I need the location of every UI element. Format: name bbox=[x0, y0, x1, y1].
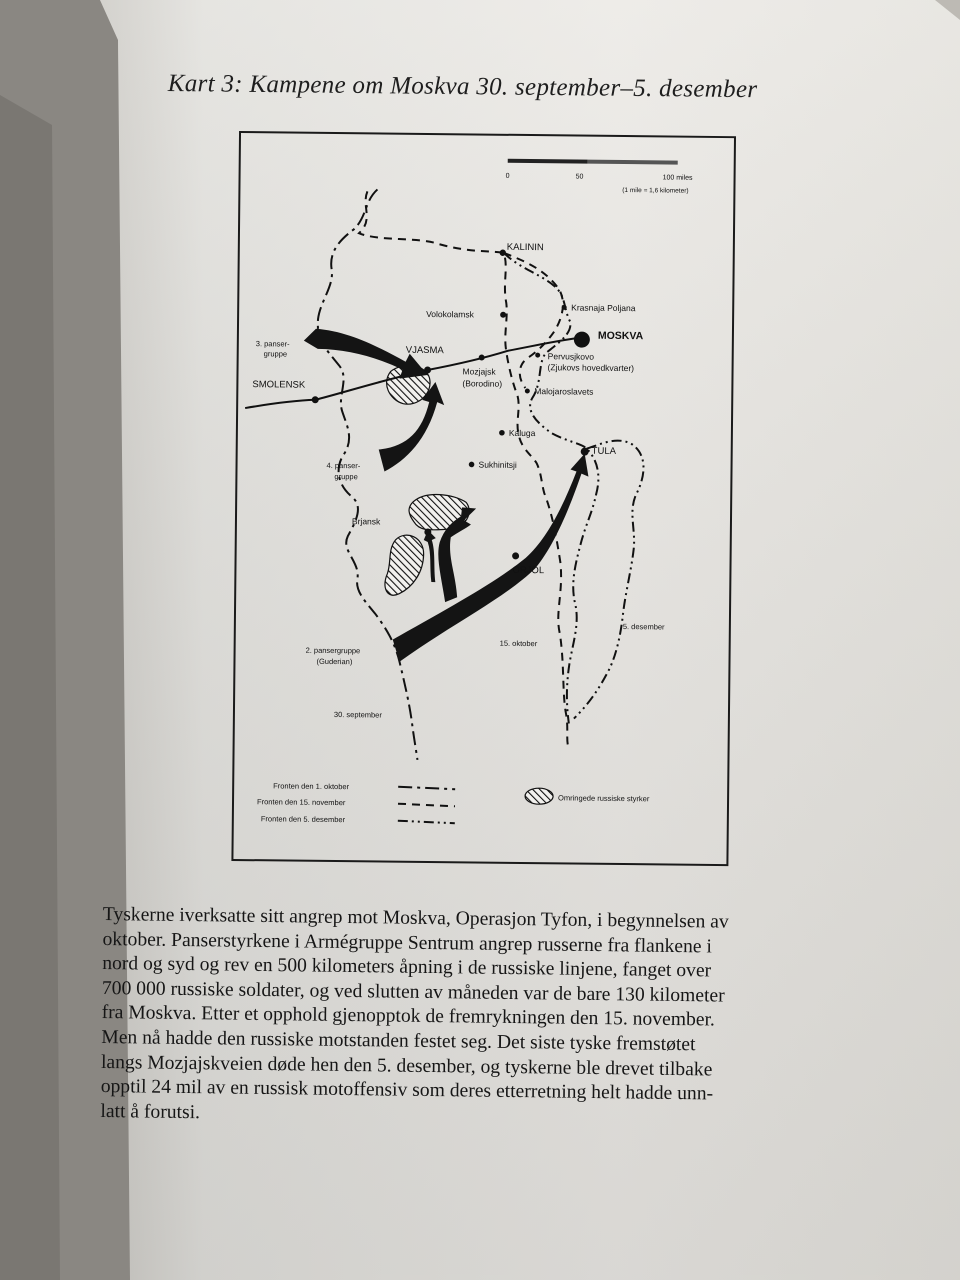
city-volokolamsk-label: Volokolamsk bbox=[426, 308, 474, 320]
caption-line: Men nå hadde den russiske motstanden festet seg. Det siste tyske fremstøtet bbox=[101, 1026, 696, 1056]
pansergruppe-4-label: 4. panser- bbox=[326, 460, 361, 471]
city-kalinin-label: KALININ bbox=[506, 241, 544, 254]
caption-line: Tyskerne iverksatte sitt angrep mot Moskva, Operasjon Tyfon, i begynnelsen av bbox=[102, 903, 729, 933]
pansergruppe-2-label-2: (Guderian) bbox=[316, 656, 353, 667]
caption-line: 700 000 russiske soldater, og ved slutten av måneden var de bare 130 kilometer bbox=[101, 977, 725, 1007]
city-brjansk-label: Brjansk bbox=[351, 516, 381, 527]
city-pervusjkovo-sub: (Zjukovs hovedkvarter) bbox=[547, 362, 635, 374]
city-malojaroslavets bbox=[525, 386, 594, 397]
map-title: Kart 3: Kampene om Moskva 30. september–5. desember bbox=[167, 70, 758, 104]
pansergruppe-4-label-2: gruppe bbox=[334, 472, 358, 482]
city-krasnaja-poljana bbox=[562, 302, 636, 313]
legend-nov15-label: Fronten den 15. november bbox=[256, 797, 346, 808]
caption-line: opptil 24 mil av en russisk motoffensiv som deres etterretning helt hadde unn- bbox=[100, 1076, 714, 1105]
city-mozjajsk-sub: (Borodino) bbox=[462, 378, 503, 389]
pansergruppe-3-label: 3. panser- bbox=[255, 339, 290, 349]
scale-note: (1 mile = 1,6 kilometer) bbox=[622, 187, 689, 195]
map-caption bbox=[100, 903, 858, 1134]
city-sukhinitsji-label: Sukhinitsji bbox=[478, 459, 517, 470]
legend-encircled-swatch bbox=[525, 788, 553, 804]
caption-line: oktober. Panserstyrkene i Armégruppe Sentrum angrep russerne fra flankene i bbox=[102, 928, 713, 958]
left-page-inner bbox=[0, 95, 60, 1280]
city-malojaroslavets-label: Malojaroslavets bbox=[534, 386, 594, 397]
pansergruppe-3-label-2: gruppe bbox=[263, 349, 288, 359]
legend-okt1-label: Fronten den 1. oktober bbox=[273, 781, 350, 792]
caption-line: fra Moskva. Etter et opphold gjenopptok de fremrykningen den 15. november. bbox=[101, 1002, 715, 1031]
front-label-5-desember: 5. desember bbox=[622, 622, 665, 632]
city-kaluga-label: Kaluga bbox=[508, 427, 536, 439]
city-vjasma-label: VJASMA bbox=[405, 344, 444, 357]
legend-des5-label: Fronten den 5. desember bbox=[260, 814, 346, 825]
pansergruppe-2-label: 2. pansergruppe bbox=[305, 645, 361, 656]
city-krasnaja-label: Krasnaja Poljana bbox=[571, 302, 636, 314]
legend-encircled-label: Omringede russiske styrker bbox=[558, 793, 650, 804]
city-mozjajsk-label: Mozjajsk bbox=[462, 366, 496, 377]
city-pervusjkovo-label: Pervusjkovo bbox=[547, 351, 595, 362]
city-orjol-label: ORJOL bbox=[512, 564, 545, 577]
caption-line: latt å forutsi. bbox=[100, 1100, 201, 1123]
front-label-15-oktober: 15. oktober bbox=[499, 638, 538, 649]
city-tula-label: TULA bbox=[591, 445, 617, 457]
caption-line: langs Mozjajskveien døde hen den 5. desember, og tyskerne ble drevet tilbake bbox=[100, 1051, 713, 1081]
city-smolensk-label: SMOLENSK bbox=[252, 379, 306, 391]
scale-tick-50: 50 bbox=[575, 173, 584, 181]
city-moskva-label: MOSKVA bbox=[597, 329, 644, 343]
scale-tick-0: 0 bbox=[505, 172, 510, 180]
caption-line: nord og syd og rev en 500 kilometers åpning i de russiske linjene, fanget over bbox=[102, 953, 712, 982]
front-label-30-september: 30. september bbox=[333, 710, 382, 720]
scale-tick-100: 100 miles bbox=[662, 174, 693, 182]
